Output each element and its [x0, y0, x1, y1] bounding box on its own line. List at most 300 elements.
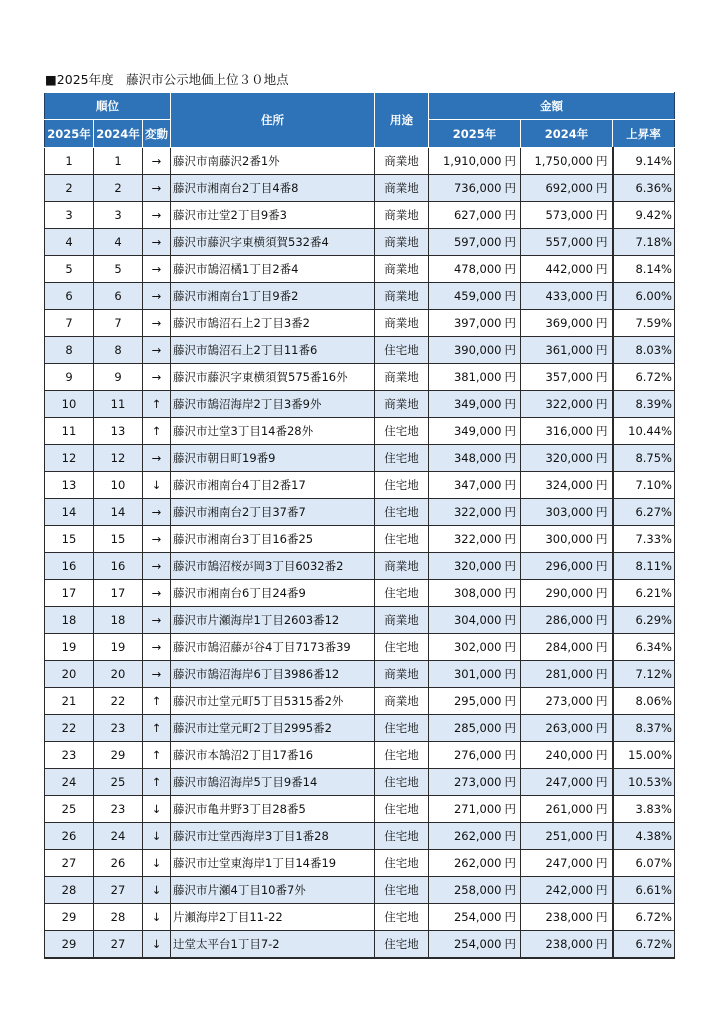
yen-unit: 円	[596, 667, 608, 681]
table-row	[45, 445, 675, 472]
use-cell: 商業地	[375, 283, 429, 310]
rank-2024-cell: 19	[94, 634, 143, 661]
price-2025-cell	[429, 742, 521, 769]
rank-2024-cell: 26	[94, 850, 143, 877]
rank-2024-cell: 4	[94, 229, 143, 256]
rank-2025-cell: 17	[45, 580, 94, 607]
use-cell: 住宅地	[375, 715, 429, 742]
table-row	[45, 877, 675, 904]
table-row	[45, 688, 675, 715]
yen-unit: 円	[504, 856, 516, 870]
price-2025-cell	[429, 823, 521, 850]
use-cell: 住宅地	[375, 634, 429, 661]
yen-unit: 円	[596, 289, 608, 303]
price-2024-value: 240,000	[545, 748, 593, 762]
header-price-group: 金額	[429, 93, 675, 120]
rank-2025-cell: 3	[45, 202, 94, 229]
yen-unit: 円	[596, 316, 608, 330]
address-cell: 藤沢市藤沢字東横須賀532番4	[171, 229, 375, 256]
price-2024-value: 251,000	[545, 829, 593, 843]
price-2024-value: 273,000	[545, 694, 593, 708]
rank-2025-cell: 26	[45, 823, 94, 850]
price-2025-value: 254,000	[453, 937, 502, 951]
price-2025-value: 1,910,000	[442, 154, 502, 168]
yen-unit: 円	[596, 613, 608, 627]
rate-cell: 15.00%	[613, 742, 675, 769]
table-row	[45, 148, 675, 175]
change-arrow-cell: →	[143, 580, 171, 607]
table-row	[45, 823, 675, 850]
change-arrow-cell: ↑	[143, 688, 171, 715]
rank-2025-cell: 16	[45, 553, 94, 580]
rank-2024-cell: 28	[94, 904, 143, 931]
price-2025-value: 273,000	[453, 775, 502, 789]
address-cell: 藤沢市藤沢字東横須賀575番16外	[171, 364, 375, 391]
use-cell: 住宅地	[375, 337, 429, 364]
address-cell: 藤沢市湘南台2丁目37番7	[171, 499, 375, 526]
yen-unit: 円	[504, 775, 516, 789]
change-arrow-cell: ↓	[143, 904, 171, 931]
price-2024-value: 361,000	[545, 343, 593, 357]
rate-cell: 9.14%	[613, 148, 675, 175]
price-2025-value: 302,000	[453, 640, 502, 654]
rank-2025-cell: 5	[45, 256, 94, 283]
address-cell: 藤沢市湘南台4丁目2番17	[171, 472, 375, 499]
rate-cell: 8.37%	[613, 715, 675, 742]
price-2025-cell	[429, 553, 521, 580]
rank-2024-cell: 9	[94, 364, 143, 391]
rate-cell: 6.07%	[613, 850, 675, 877]
table-header	[45, 93, 675, 148]
address-cell: 藤沢市辻堂東海岸1丁目14番19	[171, 850, 375, 877]
table-row	[45, 607, 675, 634]
price-2025-cell	[429, 148, 521, 175]
price-2025-value: 736,000	[453, 181, 502, 195]
price-2024-cell	[521, 364, 613, 391]
use-cell: 商業地	[375, 229, 429, 256]
rate-cell: 6.72%	[613, 904, 675, 931]
address-cell: 藤沢市辻堂2丁目9番3	[171, 202, 375, 229]
rank-2024-cell: 8	[94, 337, 143, 364]
rank-2025-cell: 18	[45, 607, 94, 634]
table-row	[45, 202, 675, 229]
yen-unit: 円	[504, 667, 516, 681]
table-row	[45, 283, 675, 310]
change-arrow-cell: →	[143, 607, 171, 634]
yen-unit: 円	[596, 883, 608, 897]
change-arrow-cell: ↓	[143, 796, 171, 823]
rank-2024-cell: 22	[94, 688, 143, 715]
price-2024-cell	[521, 877, 613, 904]
rate-cell: 10.53%	[613, 769, 675, 796]
change-arrow-cell: ↓	[143, 472, 171, 499]
rank-2025-cell: 4	[45, 229, 94, 256]
rate-cell: 8.03%	[613, 337, 675, 364]
rate-cell: 8.14%	[613, 256, 675, 283]
yen-unit: 円	[504, 748, 516, 762]
table-row	[45, 580, 675, 607]
yen-unit: 円	[596, 208, 608, 222]
yen-unit: 円	[504, 424, 516, 438]
rank-2024-cell: 12	[94, 445, 143, 472]
price-2025-value: 597,000	[453, 235, 502, 249]
price-2024-cell	[521, 148, 613, 175]
rate-cell: 6.72%	[613, 364, 675, 391]
table-row	[45, 499, 675, 526]
price-2024-cell	[521, 850, 613, 877]
header-price-2024: 2024年	[521, 120, 613, 148]
use-cell: 住宅地	[375, 742, 429, 769]
yen-unit: 円	[504, 181, 516, 195]
price-2025-cell	[429, 877, 521, 904]
price-2025-value: 285,000	[453, 721, 502, 735]
yen-unit: 円	[504, 451, 516, 465]
rank-2025-cell: 27	[45, 850, 94, 877]
yen-unit: 円	[596, 478, 608, 492]
address-cell: 藤沢市湘南台2丁目4番8	[171, 175, 375, 202]
price-2024-cell	[521, 445, 613, 472]
rate-cell: 10.44%	[613, 418, 675, 445]
address-cell: 藤沢市本鵠沼2丁目17番16	[171, 742, 375, 769]
price-2024-value: 247,000	[545, 856, 593, 870]
price-2025-cell	[429, 796, 521, 823]
yen-unit: 円	[596, 424, 608, 438]
table-row	[45, 742, 675, 769]
price-2024-cell	[521, 715, 613, 742]
yen-unit: 円	[504, 802, 516, 816]
yen-unit: 円	[596, 451, 608, 465]
yen-unit: 円	[596, 802, 608, 816]
price-2025-cell	[429, 256, 521, 283]
price-2025-cell	[429, 580, 521, 607]
price-2024-value: 281,000	[545, 667, 593, 681]
rank-2024-cell: 13	[94, 418, 143, 445]
use-cell: 住宅地	[375, 526, 429, 553]
yen-unit: 円	[504, 343, 516, 357]
price-2024-value: 442,000	[545, 262, 593, 276]
address-cell: 藤沢市湘南台6丁目24番9	[171, 580, 375, 607]
address-cell: 藤沢市鵠沼海岸2丁目3番9外	[171, 391, 375, 418]
rank-2024-cell: 3	[94, 202, 143, 229]
price-2025-value: 304,000	[453, 613, 502, 627]
table-row	[45, 337, 675, 364]
change-arrow-cell: ↓	[143, 877, 171, 904]
rank-2024-cell: 27	[94, 877, 143, 904]
table-row	[45, 769, 675, 796]
yen-unit: 円	[504, 613, 516, 627]
change-arrow-cell: →	[143, 202, 171, 229]
yen-unit: 円	[596, 856, 608, 870]
rank-2025-cell: 1	[45, 148, 94, 175]
price-2024-value: 320,000	[545, 451, 593, 465]
yen-unit: 円	[504, 532, 516, 546]
price-2024-cell	[521, 526, 613, 553]
change-arrow-cell: →	[143, 175, 171, 202]
yen-unit: 円	[504, 262, 516, 276]
address-cell: 藤沢市湘南台1丁目9番2	[171, 283, 375, 310]
yen-unit: 円	[504, 721, 516, 735]
rank-2024-cell: 24	[94, 823, 143, 850]
yen-unit: 円	[596, 910, 608, 924]
price-2025-value: 322,000	[453, 505, 502, 519]
yen-unit: 円	[596, 505, 608, 519]
price-2024-value: 296,000	[545, 559, 593, 573]
yen-unit: 円	[504, 559, 516, 573]
price-2024-cell	[521, 688, 613, 715]
address-cell: 藤沢市湘南台3丁目16番25	[171, 526, 375, 553]
price-2025-cell	[429, 310, 521, 337]
price-2025-value: 320,000	[453, 559, 502, 573]
rank-2024-cell: 18	[94, 607, 143, 634]
change-arrow-cell: →	[143, 499, 171, 526]
yen-unit: 円	[596, 775, 608, 789]
price-2025-cell	[429, 283, 521, 310]
address-cell: 辻堂太平台1丁目7-2	[171, 931, 375, 959]
change-arrow-cell: →	[143, 634, 171, 661]
rate-cell: 4.38%	[613, 823, 675, 850]
change-arrow-cell: ↓	[143, 823, 171, 850]
address-cell: 藤沢市朝日町19番9	[171, 445, 375, 472]
price-2024-cell	[521, 580, 613, 607]
price-2025-cell	[429, 337, 521, 364]
price-2024-value: 261,000	[545, 802, 593, 816]
table-row	[45, 310, 675, 337]
price-2024-cell	[521, 796, 613, 823]
header-rank-group: 順位	[45, 93, 171, 120]
rate-cell: 8.06%	[613, 688, 675, 715]
rank-2024-cell: 7	[94, 310, 143, 337]
price-2025-cell	[429, 769, 521, 796]
table-row	[45, 229, 675, 256]
yen-unit: 円	[596, 181, 608, 195]
price-2024-cell	[521, 175, 613, 202]
price-2024-cell	[521, 472, 613, 499]
rate-cell: 8.75%	[613, 445, 675, 472]
rate-cell: 7.33%	[613, 526, 675, 553]
price-2024-value: 692,000	[545, 181, 593, 195]
use-cell: 商業地	[375, 661, 429, 688]
address-cell: 藤沢市亀井野3丁目28番5	[171, 796, 375, 823]
use-cell: 商業地	[375, 175, 429, 202]
table-row	[45, 796, 675, 823]
rank-2024-cell: 14	[94, 499, 143, 526]
price-2025-value: 262,000	[453, 829, 502, 843]
change-arrow-cell: ↑	[143, 742, 171, 769]
rank-2025-cell: 9	[45, 364, 94, 391]
rank-2025-cell: 20	[45, 661, 94, 688]
table-row	[45, 715, 675, 742]
rank-2025-cell: 6	[45, 283, 94, 310]
yen-unit: 円	[504, 883, 516, 897]
price-2024-cell	[521, 391, 613, 418]
use-cell: 商業地	[375, 202, 429, 229]
use-cell: 商業地	[375, 553, 429, 580]
price-2024-cell	[521, 229, 613, 256]
use-cell: 住宅地	[375, 445, 429, 472]
address-cell: 藤沢市南藤沢2番1外	[171, 148, 375, 175]
use-cell: 住宅地	[375, 850, 429, 877]
price-2024-cell	[521, 256, 613, 283]
rank-2024-cell: 6	[94, 283, 143, 310]
rate-cell: 6.21%	[613, 580, 675, 607]
rate-cell: 6.00%	[613, 283, 675, 310]
table-body	[45, 148, 675, 959]
price-2025-cell	[429, 391, 521, 418]
use-cell: 商業地	[375, 364, 429, 391]
land-price-table	[44, 92, 675, 959]
use-cell: 商業地	[375, 391, 429, 418]
yen-unit: 円	[504, 478, 516, 492]
rank-2025-cell: 10	[45, 391, 94, 418]
change-arrow-cell: ↑	[143, 391, 171, 418]
price-2025-cell	[429, 931, 521, 959]
price-2024-value: 316,000	[545, 424, 593, 438]
change-arrow-cell: →	[143, 526, 171, 553]
price-2025-value: 301,000	[453, 667, 502, 681]
use-cell: 商業地	[375, 607, 429, 634]
price-2024-value: 557,000	[545, 235, 593, 249]
header-address: 住所	[171, 93, 375, 148]
price-2025-value: 348,000	[453, 451, 502, 465]
price-2024-value: 1,750,000	[534, 154, 593, 168]
yen-unit: 円	[504, 397, 516, 411]
price-2024-value: 300,000	[545, 532, 593, 546]
yen-unit: 円	[596, 532, 608, 546]
table-row	[45, 175, 675, 202]
table-row	[45, 904, 675, 931]
address-cell: 藤沢市鵠沼海岸5丁目9番14	[171, 769, 375, 796]
price-2025-cell	[429, 202, 521, 229]
price-2025-cell	[429, 715, 521, 742]
price-2024-cell	[521, 823, 613, 850]
price-2024-value: 322,000	[545, 397, 593, 411]
rank-2024-cell: 15	[94, 526, 143, 553]
address-cell: 藤沢市片瀬4丁目10番7外	[171, 877, 375, 904]
rate-cell: 7.18%	[613, 229, 675, 256]
rank-2024-cell: 11	[94, 391, 143, 418]
price-2024-cell	[521, 499, 613, 526]
change-arrow-cell: →	[143, 256, 171, 283]
rank-2024-cell: 17	[94, 580, 143, 607]
change-arrow-cell: →	[143, 310, 171, 337]
use-cell: 住宅地	[375, 769, 429, 796]
use-cell: 住宅地	[375, 580, 429, 607]
use-cell: 住宅地	[375, 499, 429, 526]
address-cell: 藤沢市辻堂3丁目14番28外	[171, 418, 375, 445]
table-row	[45, 418, 675, 445]
address-cell: 藤沢市鵠沼藤が谷4丁目7173番39	[171, 634, 375, 661]
yen-unit: 円	[596, 829, 608, 843]
rank-2025-cell: 23	[45, 742, 94, 769]
price-2024-cell	[521, 634, 613, 661]
rate-cell: 9.42%	[613, 202, 675, 229]
rate-cell: 8.39%	[613, 391, 675, 418]
use-cell: 商業地	[375, 256, 429, 283]
rank-2024-cell: 10	[94, 472, 143, 499]
price-2025-value: 295,000	[453, 694, 502, 708]
table-row	[45, 850, 675, 877]
table-row	[45, 391, 675, 418]
price-2025-value: 258,000	[453, 883, 502, 897]
rate-cell: 3.83%	[613, 796, 675, 823]
use-cell: 住宅地	[375, 931, 429, 959]
price-2024-cell	[521, 310, 613, 337]
rank-2025-cell: 29	[45, 904, 94, 931]
change-arrow-cell: ↓	[143, 931, 171, 959]
table-row	[45, 634, 675, 661]
header-rank-2024: 2024年	[94, 120, 143, 148]
page-title: ■2025年度 藤沢市公示地価上位３０地点	[45, 72, 289, 87]
yen-unit: 円	[596, 397, 608, 411]
change-arrow-cell: →	[143, 283, 171, 310]
table-row	[45, 526, 675, 553]
rank-2024-cell: 1	[94, 148, 143, 175]
yen-unit: 円	[596, 559, 608, 573]
rank-2025-cell: 7	[45, 310, 94, 337]
address-cell: 藤沢市辻堂元町5丁目5315番2外	[171, 688, 375, 715]
yen-unit: 円	[596, 748, 608, 762]
rank-2025-cell: 21	[45, 688, 94, 715]
header-change: 変動	[143, 120, 171, 148]
price-2025-value: 322,000	[453, 532, 502, 546]
price-2024-value: 238,000	[545, 910, 593, 924]
rank-2024-cell: 23	[94, 796, 143, 823]
rate-cell: 7.12%	[613, 661, 675, 688]
yen-unit: 円	[596, 262, 608, 276]
change-arrow-cell: ↑	[143, 769, 171, 796]
price-2025-cell	[429, 850, 521, 877]
price-2024-cell	[521, 742, 613, 769]
address-cell: 藤沢市辻堂元町2丁目2995番2	[171, 715, 375, 742]
rank-2024-cell: 23	[94, 715, 143, 742]
price-2024-cell	[521, 769, 613, 796]
price-2025-cell	[429, 364, 521, 391]
yen-unit: 円	[504, 505, 516, 519]
yen-unit: 円	[596, 640, 608, 654]
address-cell: 藤沢市片瀬海岸1丁目2603番12	[171, 607, 375, 634]
rate-cell: 6.29%	[613, 607, 675, 634]
yen-unit: 円	[504, 586, 516, 600]
price-2025-cell	[429, 526, 521, 553]
price-2025-value: 349,000	[453, 397, 502, 411]
yen-unit: 円	[596, 937, 608, 951]
price-2025-value: 347,000	[453, 478, 502, 492]
price-2025-value: 459,000	[453, 289, 502, 303]
rate-cell: 6.61%	[613, 877, 675, 904]
change-arrow-cell: →	[143, 148, 171, 175]
header-rate: 上昇率	[613, 120, 675, 148]
price-2024-cell	[521, 283, 613, 310]
rank-2025-cell: 25	[45, 796, 94, 823]
use-cell: 住宅地	[375, 877, 429, 904]
rank-2025-cell: 19	[45, 634, 94, 661]
price-2024-value: 433,000	[545, 289, 593, 303]
change-arrow-cell: →	[143, 229, 171, 256]
price-2025-cell	[429, 688, 521, 715]
yen-unit: 円	[504, 208, 516, 222]
yen-unit: 円	[596, 586, 608, 600]
price-2024-value: 369,000	[545, 316, 593, 330]
yen-unit: 円	[504, 640, 516, 654]
price-2025-value: 254,000	[453, 910, 502, 924]
price-2025-value: 262,000	[453, 856, 502, 870]
rank-2024-cell: 5	[94, 256, 143, 283]
price-2025-value: 271,000	[453, 802, 502, 816]
price-2025-cell	[429, 472, 521, 499]
rank-2024-cell: 25	[94, 769, 143, 796]
header-use: 用途	[375, 93, 429, 148]
address-cell: 藤沢市鵠沼橘1丁目2番4	[171, 256, 375, 283]
